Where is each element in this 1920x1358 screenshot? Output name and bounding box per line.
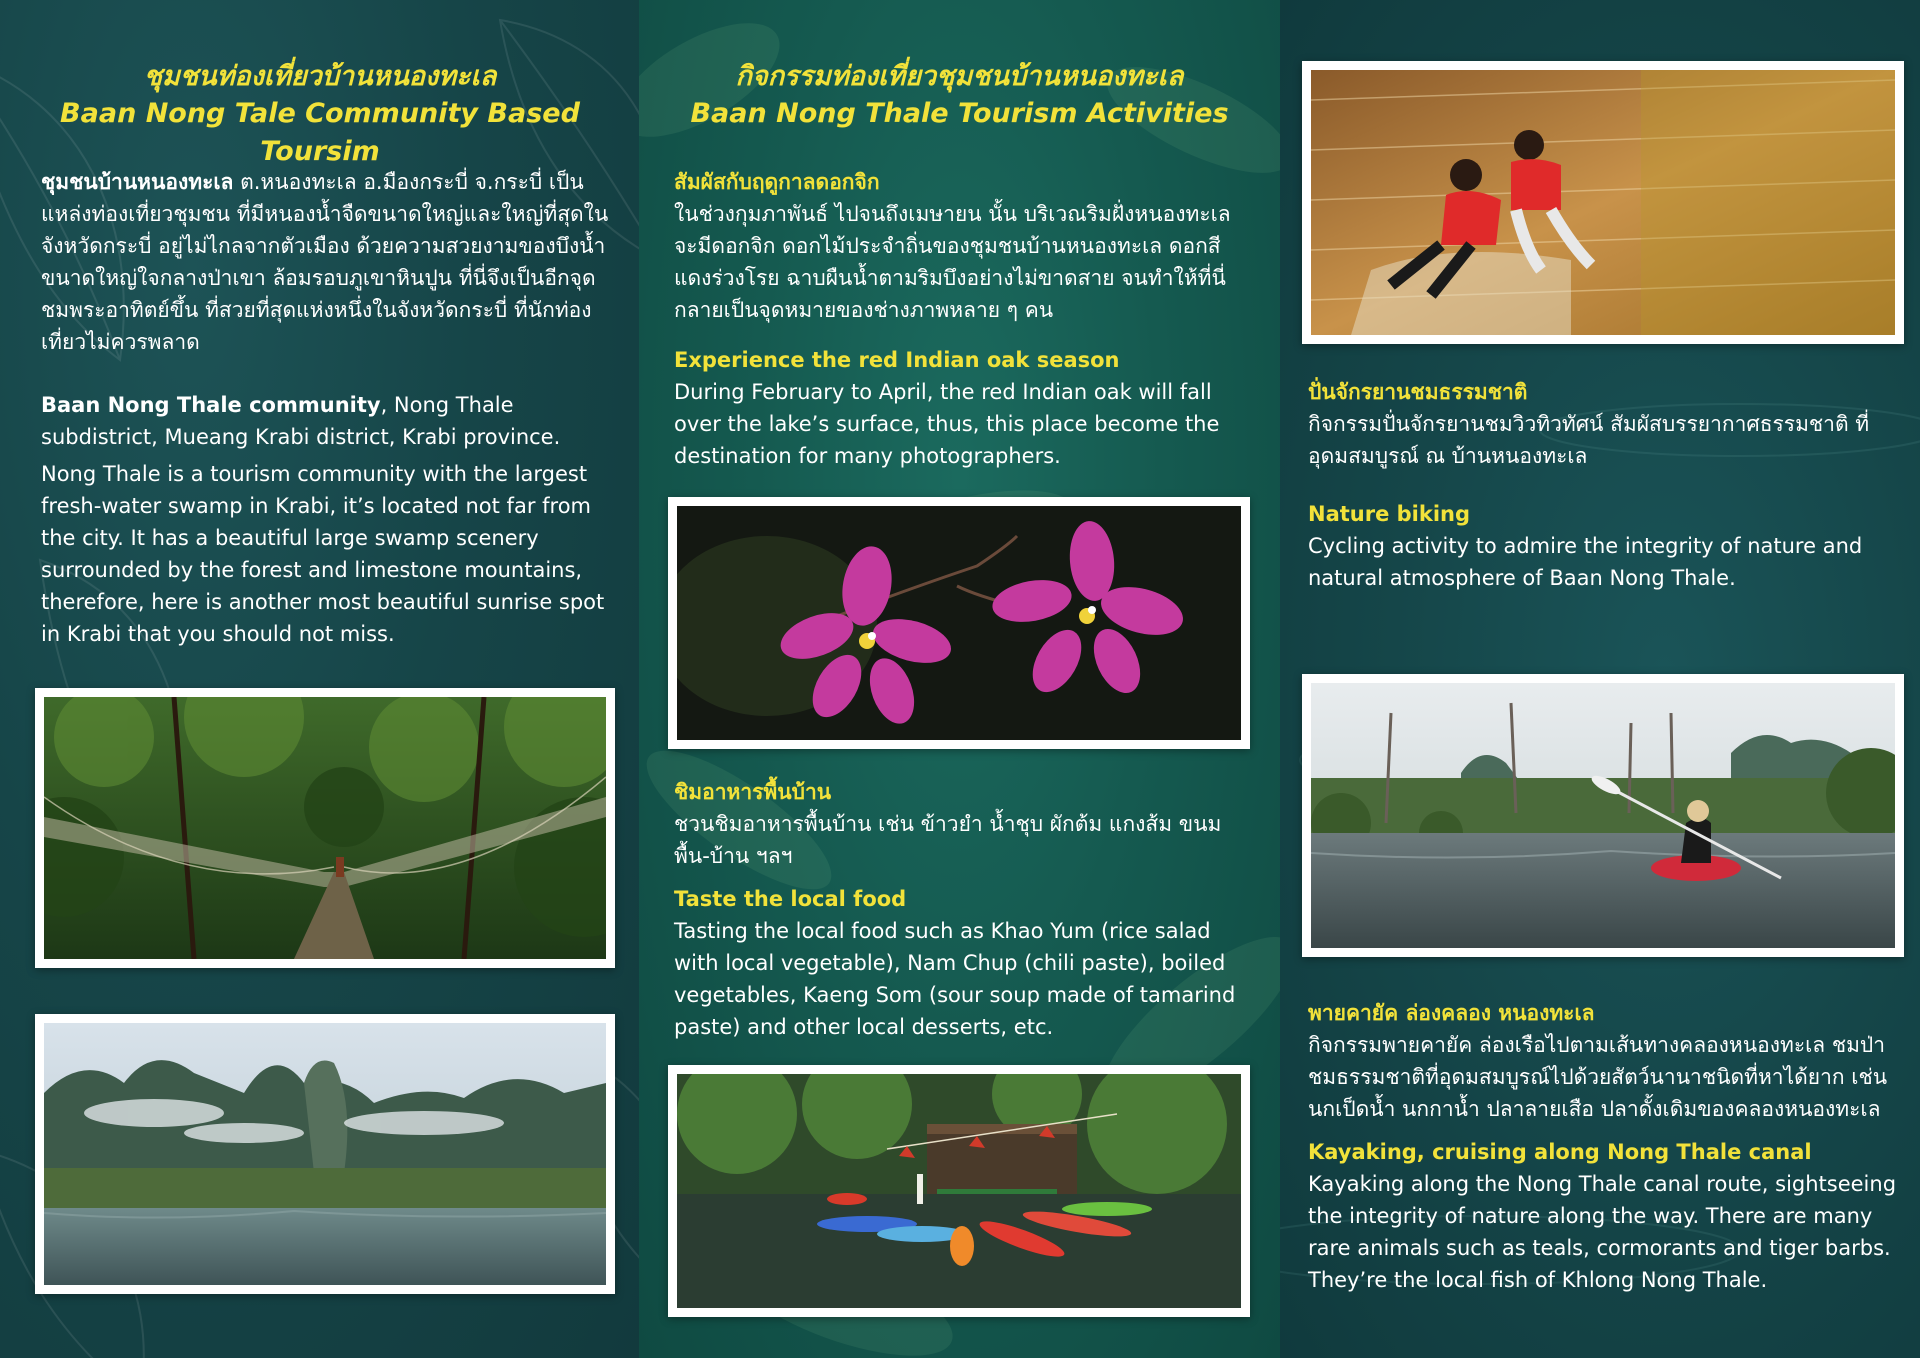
nature-biking-heading-thai: ปั่นจักรยานชมธรรมชาติ xyxy=(1308,380,1528,404)
local-food-heading-thai: ชิมอาหารพื้นบ้าน xyxy=(674,780,832,804)
community-address: , Nong Thale subdistrict, Mueang Krabi district, Krabi province. xyxy=(41,393,561,449)
left-thai-intro xyxy=(41,166,611,358)
kayaking-text-english: Kayaking along the Nong Thale canal route, sightseeing the integrity of nature along the way. There are many rare animals such as teals, cormorants and tiger barbs. They’re the local fish of Khlong Nong Thale. xyxy=(1308,1172,1897,1292)
kayaking-canal-photo xyxy=(1302,674,1904,957)
oak-season-text-thai: ในช่วงกุมภาพันธ์ ไปจนถึงเมษายน นั้น บริเวณริมฝั่งหนองทะเลจะมีดอกจิก ดอกไม้ประจำถิ่นของชุมชนบ้านหนองทะเล ดอกสีแดงร่วงโรย ฉาบผืนน้ำตามริมบึงอย่างไม่ขาดสาย จนทำให้ที่นี่กลายเป็นจุดหมายของช่างภาพหลาย ๆ คน xyxy=(674,202,1231,322)
nature-biking-text-thai: กิจกรรมปั่นจักรยานชมวิวทิวทัศน์ สัมผัสบรรยากาศธรรมชาติ ที่อุดมสมบูรณ์ ณ บ้านหนองทะเล xyxy=(1308,412,1870,468)
left-title-english: Baan Nong Tale Community Based Toursim xyxy=(60,98,580,167)
nature-biking-text-english: Cycling activity to admire the integrity of nature and natural atmosphere of Baan Nong Thale. xyxy=(1308,534,1863,590)
community-name-english: Baan Nong Thale community xyxy=(41,393,381,417)
local-food-heading-english: Taste the local food xyxy=(674,887,907,911)
community-desc-thai: ต.หนองทะเล อ.มืองกระบี่ จ.กระบี่ เป็นแหล่งท่องเที่ยวชุมชน ที่มีหนองน้ำจืดขนาดใหญ่และใหญ่ที่สุดในจังหวัดกระบี่ อยู่ไม่ไกลจากตัวเมือง ด้วยความสวยงามของบึงน้ำขนาดใหญ่ใจกลางป่าเขา ล้อมรอบภูเขาหินปูน ที่นี่จึงเป็นอีกจุดชมพระอาทิตย์ขึ้น ที่สวยที่สุดแห่งหนึ่งในจังหวัดกระบี่ ที่นักท่องเที่ยวไม่ควรพลาด xyxy=(41,170,609,354)
kayaking-heading-thai: พายคายัค ล่องคลอง หนองทะเล xyxy=(1308,1001,1595,1025)
oak-season-heading-thai: สัมผัสกับฤดูกาลดอกจิก xyxy=(674,170,880,194)
rope-bridge-photo xyxy=(35,688,615,968)
nature-biking-heading-english: Nature biking xyxy=(1308,502,1471,526)
left-panel xyxy=(0,0,639,1358)
local-food-text-english: Tasting the local food such as Khao Yum (rice salad with local vegetable), Nam Chup (chili paste), boiled vegetables, Kaeng Som (sour soup made of tamarind paste) and other local desserts, etc. xyxy=(674,919,1236,1039)
middle-title-english: Baan Nong Thale Tourism Activities xyxy=(690,98,1229,129)
local-food-text-thai: ชวนชิมอาหารพื้นบ้าน เช่น ข้าวยำ น้ำชุบ ผักต้ม แกงส้ม ขนมพื้น-บ้าน ฯลฯ xyxy=(674,812,1222,868)
limestone-mountains-photo xyxy=(35,1014,615,1294)
middle-title-thai: กิจกรรมท่องเที่ยวชุมชนบ้านหนองทะเล xyxy=(735,61,1184,92)
kayaking-text-thai: กิจกรรมพายคายัค ล่องเรือไปตามเส้นทางคลองหนองทะเล ชมป่าชมธรรมชาติที่อุดมสมบูรณ์ไปด้วยสัตว์นานาชนิดที่หาได้ยาก เช่น นกเป็ดน้ำ นกกาน้ำ ปลาลายเสือ ปลาดั้งเดิมของคลองหนองทะเล xyxy=(1308,1033,1888,1121)
kayaking-heading-english: Kayaking, cruising along Nong Thale canal xyxy=(1308,1140,1812,1164)
orchid-photo xyxy=(668,497,1250,749)
left-english-desc: Nong Thale is a tourism community with the largest fresh-water swamp in Krabi, it’s located not far from the city. It has a beautiful large swamp scenery surrounded by the forest and limestone mountains, therefore, here is another most beautiful sunrise spot in Krabi that you should not miss. xyxy=(41,462,605,646)
middle-panel xyxy=(639,0,1280,1358)
right-panel xyxy=(1280,0,1920,1358)
left-english-address xyxy=(41,389,621,453)
community-name-thai: ชุมชนบ้านหนองทะเล xyxy=(41,170,234,194)
kayak-dock-photo xyxy=(668,1065,1250,1317)
girls-waterfall-photo xyxy=(1302,61,1904,344)
left-title-thai: ชุมชนท่องเที่ยวบ้านหนองทะเล xyxy=(143,61,497,92)
oak-season-text-english: During February to April, the red Indian oak will fall over the lake’s surface, thus, this place become the destination for many photographers. xyxy=(674,380,1220,468)
oak-season-heading-english: Experience the red Indian oak season xyxy=(674,348,1120,372)
